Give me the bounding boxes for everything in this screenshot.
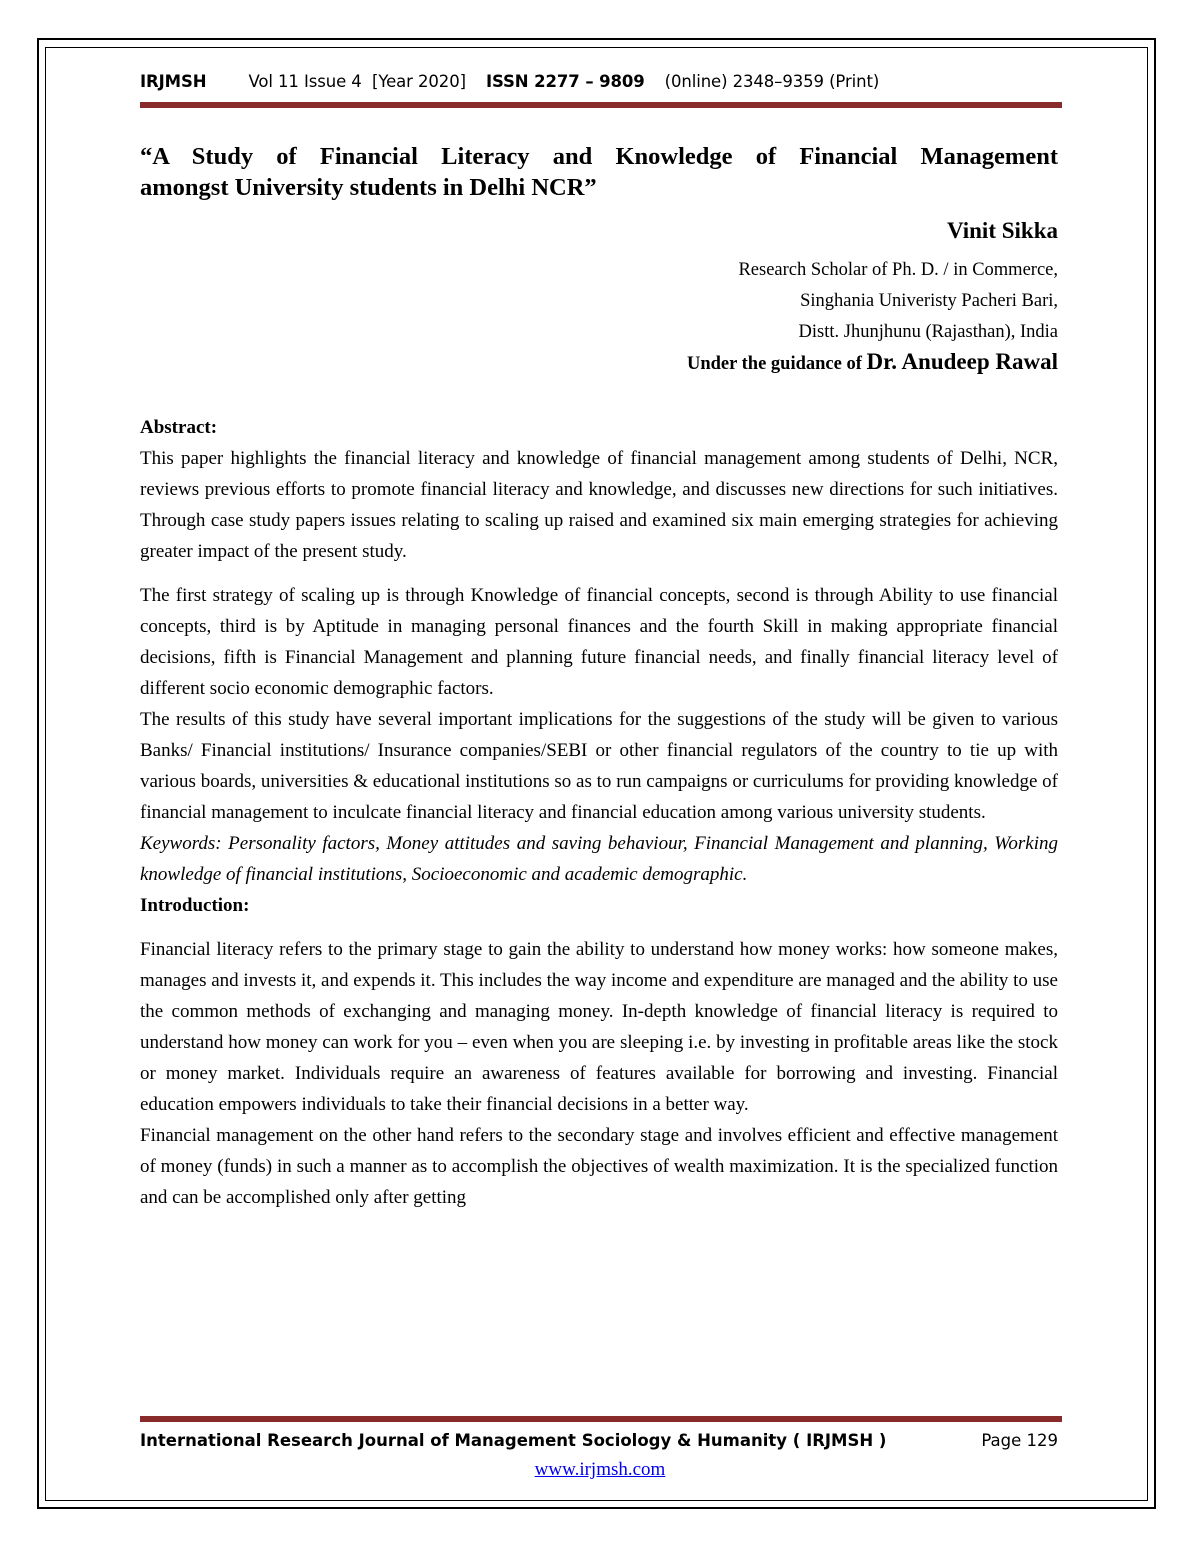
guidance-line <box>687 349 1058 375</box>
title-line-2: amongst University students in Delhi NCR” <box>140 174 597 201</box>
affiliation-line: Research Scholar of Ph. D. / in Commerce, <box>738 260 1058 280</box>
title-line-1: “A Study of Financial Literacy and Knowledge of Financial Management <box>140 143 1058 170</box>
author-name: Vinit Sikka <box>946 218 1058 243</box>
article-body <box>140 412 1058 1213</box>
website-line <box>0 1459 1200 1481</box>
running-footer <box>140 1431 1060 1450</box>
footer-journal: International Research Journal of Management Sociology & Humanity ( IRJMSH ) <box>140 1431 887 1450</box>
header-rule <box>140 102 1062 108</box>
guide-name: Dr. Anudeep Rawal <box>866 349 1058 374</box>
abstract-paragraph: The first strategy of scaling up is through Knowledge of financial concepts, second is through Ability to use financial concepts, third is by Aptitude in managing personal finances and the fourth Skill in making appropriate financial decisions, fifth is Financial Management and planning future financial needs, and finally financial literacy level of different socio economic demographic factors. <box>140 585 1058 699</box>
introduction-paragraph: Financial literacy refers to the primary stage to gain the ability to understand how money works: how someone makes, manages and invests it, and expends it. This includes the way income and expenditure are managed and the ability to use the common methods of exchanging and managing money. In-depth knowledge of financial literacy is required to understand how money can work for you – even when you are sleeping i.e. by investing in profitable areas like the stock or money market. Individuals require an awareness of features available for borrowing and investing. Financial education empowers individuals to take their financial decisions in a better way. <box>140 939 1058 1115</box>
website-link[interactable]: www.irjmsh.com <box>534 1459 666 1480</box>
abstract-paragraph: This paper highlights the financial literacy and knowledge of financial management among students of Delhi, NCR, reviews previous efforts to promote financial literacy and knowledge, and discusses new directions for such initiatives. Through case study papers issues relating to scaling up raised and examined six main emerging strategies for achieving greater impact of the present study. <box>140 448 1058 562</box>
header-online-print: (0nline) 2348–9359 (Print) <box>664 72 880 91</box>
abstract-paragraph: The results of this study have several important implications for the suggestions of the study will be given to various Banks/ Financial institutions/ Insurance companies/SEBI or other financial regulators of the country to tie up with various boards, universities & educational institutions so as to run campaigns or curriculums for providing knowledge of financial management to inculcate financial literacy and financial education among various university students. <box>140 709 1058 823</box>
affiliation-line: Singhania Univeristy Pacheri Bari, <box>800 291 1058 311</box>
header-journal: IRJMSH <box>140 72 207 91</box>
paper-title <box>140 141 1058 203</box>
introduction-heading: Introduction: <box>140 895 250 916</box>
header-volume: Vol 11 Issue 4 <box>248 72 362 91</box>
header-issn: ISSN 2277 – 9809 <box>485 72 645 91</box>
running-header <box>140 72 1060 91</box>
keywords: Keywords: Personality factors, Money attitudes and saving behaviour, Financial Management and planning, Working knowledge of financial institutions, Socioeconomic and academic demographic. <box>140 833 1058 885</box>
footer-rule <box>140 1416 1062 1422</box>
guidance-prefix: Under the guidance of <box>686 354 862 374</box>
header-year: [Year 2020] <box>371 72 466 91</box>
introduction-paragraph: Financial management on the other hand refers to the secondary stage and involves efficient and effective management of money (funds) in such a manner as to accomplish the objectives of wealth maximization. It is the specialized function and can be accomplished only after getting <box>140 1125 1058 1208</box>
author-affiliation <box>738 255 1058 348</box>
abstract-heading: Abstract: <box>140 417 218 438</box>
affiliation-line: Distt. Jhunjhunu (Rajasthan), India <box>798 322 1058 342</box>
page-number: Page 129 <box>981 1431 1058 1450</box>
